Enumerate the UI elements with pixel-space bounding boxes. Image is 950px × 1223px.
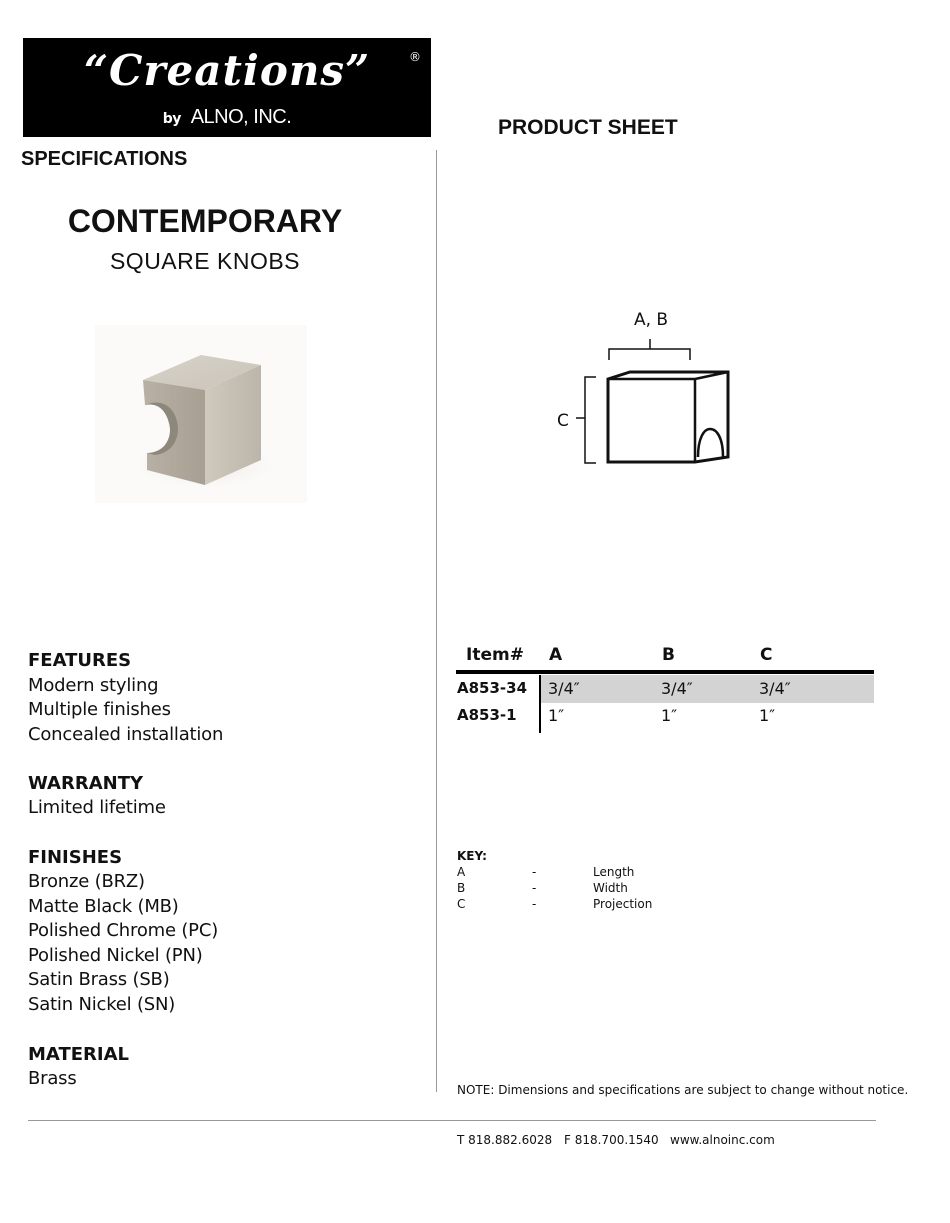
logo-script-text: “Creations” bbox=[83, 46, 371, 95]
diagram-cube-edges bbox=[608, 372, 728, 462]
warranty-item: Limited lifetime bbox=[28, 797, 166, 818]
finish-item: Polished Chrome (PC) bbox=[28, 920, 219, 941]
specifications-heading: SPECIFICATIONS bbox=[21, 148, 188, 170]
product-title: CONTEMPORARY bbox=[67, 203, 343, 239]
table-header-a: A bbox=[549, 645, 563, 665]
table-cell-a: 1″ bbox=[548, 706, 565, 725]
product-photo bbox=[95, 325, 307, 503]
finish-item: Matte Black (MB) bbox=[28, 896, 179, 917]
product-subtitle: SQUARE KNOBS bbox=[109, 248, 301, 274]
finish-item: Polished Nickel (PN) bbox=[28, 945, 203, 966]
table-header-c: C bbox=[760, 645, 773, 665]
logo-company: ALNO, INC. bbox=[190, 106, 292, 128]
product-sheet-heading: PRODUCT SHEET bbox=[498, 116, 678, 139]
table-header-b: B bbox=[662, 645, 675, 665]
features-heading: FEATURES bbox=[28, 650, 132, 671]
finish-item: Bronze (BRZ) bbox=[28, 871, 145, 892]
table-column-divider bbox=[539, 675, 541, 733]
logo-by: by bbox=[162, 111, 181, 127]
warranty-heading: WARRANTY bbox=[28, 773, 144, 794]
feature-item: Modern styling bbox=[28, 675, 159, 696]
table-cell-c: 3/4″ bbox=[759, 679, 791, 698]
key-letter: A bbox=[457, 865, 466, 879]
table-cell-b: 1″ bbox=[661, 706, 678, 725]
key-meaning: Projection bbox=[593, 897, 653, 911]
feature-item: Multiple finishes bbox=[28, 699, 171, 720]
dimension-diagram bbox=[550, 305, 750, 475]
table-cell-c: 1″ bbox=[759, 706, 776, 725]
key-meaning: Length bbox=[593, 865, 635, 879]
logo-company-line bbox=[23, 104, 431, 129]
table-row-item: A853-34 bbox=[457, 679, 528, 697]
disclaimer-note: NOTE: Dimensions and specifications are subject to change without notice. bbox=[457, 1083, 909, 1097]
footer-website-link[interactable]: www.alnoinc.com bbox=[670, 1133, 775, 1147]
material-item: Brass bbox=[28, 1068, 77, 1089]
brand-logo bbox=[23, 38, 431, 137]
finish-item: Satin Nickel (SN) bbox=[28, 994, 176, 1015]
diagram-cube-notch bbox=[698, 429, 723, 457]
footer-fax: F 818.700.1540 bbox=[564, 1133, 659, 1147]
footer-phone: T 818.882.6028 bbox=[457, 1133, 553, 1147]
key-dash: - bbox=[532, 865, 537, 879]
table-row-highlight bbox=[541, 675, 874, 703]
finish-item: Satin Brass (SB) bbox=[28, 969, 170, 990]
key-dash: - bbox=[532, 881, 537, 895]
table-header-item: Item# bbox=[466, 645, 524, 665]
logo-registered-mark: ® bbox=[409, 50, 421, 64]
diagram-label-ab: A, B bbox=[634, 310, 669, 330]
diagram-bracket-side bbox=[576, 377, 596, 463]
diagram-bracket-top bbox=[609, 339, 690, 360]
table-row-item: A853-1 bbox=[457, 706, 517, 724]
diagram-label-c: C bbox=[557, 411, 569, 431]
column-divider bbox=[436, 150, 437, 1092]
key-letter: C bbox=[457, 897, 466, 911]
table-cell-b: 3/4″ bbox=[661, 679, 693, 698]
key-title: KEY: bbox=[457, 849, 487, 863]
dimension-table bbox=[456, 645, 874, 735]
finishes-heading: FINISHES bbox=[28, 847, 123, 868]
table-header-rule bbox=[456, 670, 874, 674]
table-cell-a: 3/4″ bbox=[548, 679, 580, 698]
material-heading: MATERIAL bbox=[28, 1044, 129, 1065]
feature-item: Concealed installation bbox=[28, 724, 224, 745]
diagram-cube-outline bbox=[608, 372, 728, 462]
key-letter: B bbox=[457, 881, 466, 895]
key-dash: - bbox=[532, 897, 537, 911]
key-meaning: Width bbox=[593, 881, 628, 895]
footer-rule bbox=[28, 1120, 876, 1121]
